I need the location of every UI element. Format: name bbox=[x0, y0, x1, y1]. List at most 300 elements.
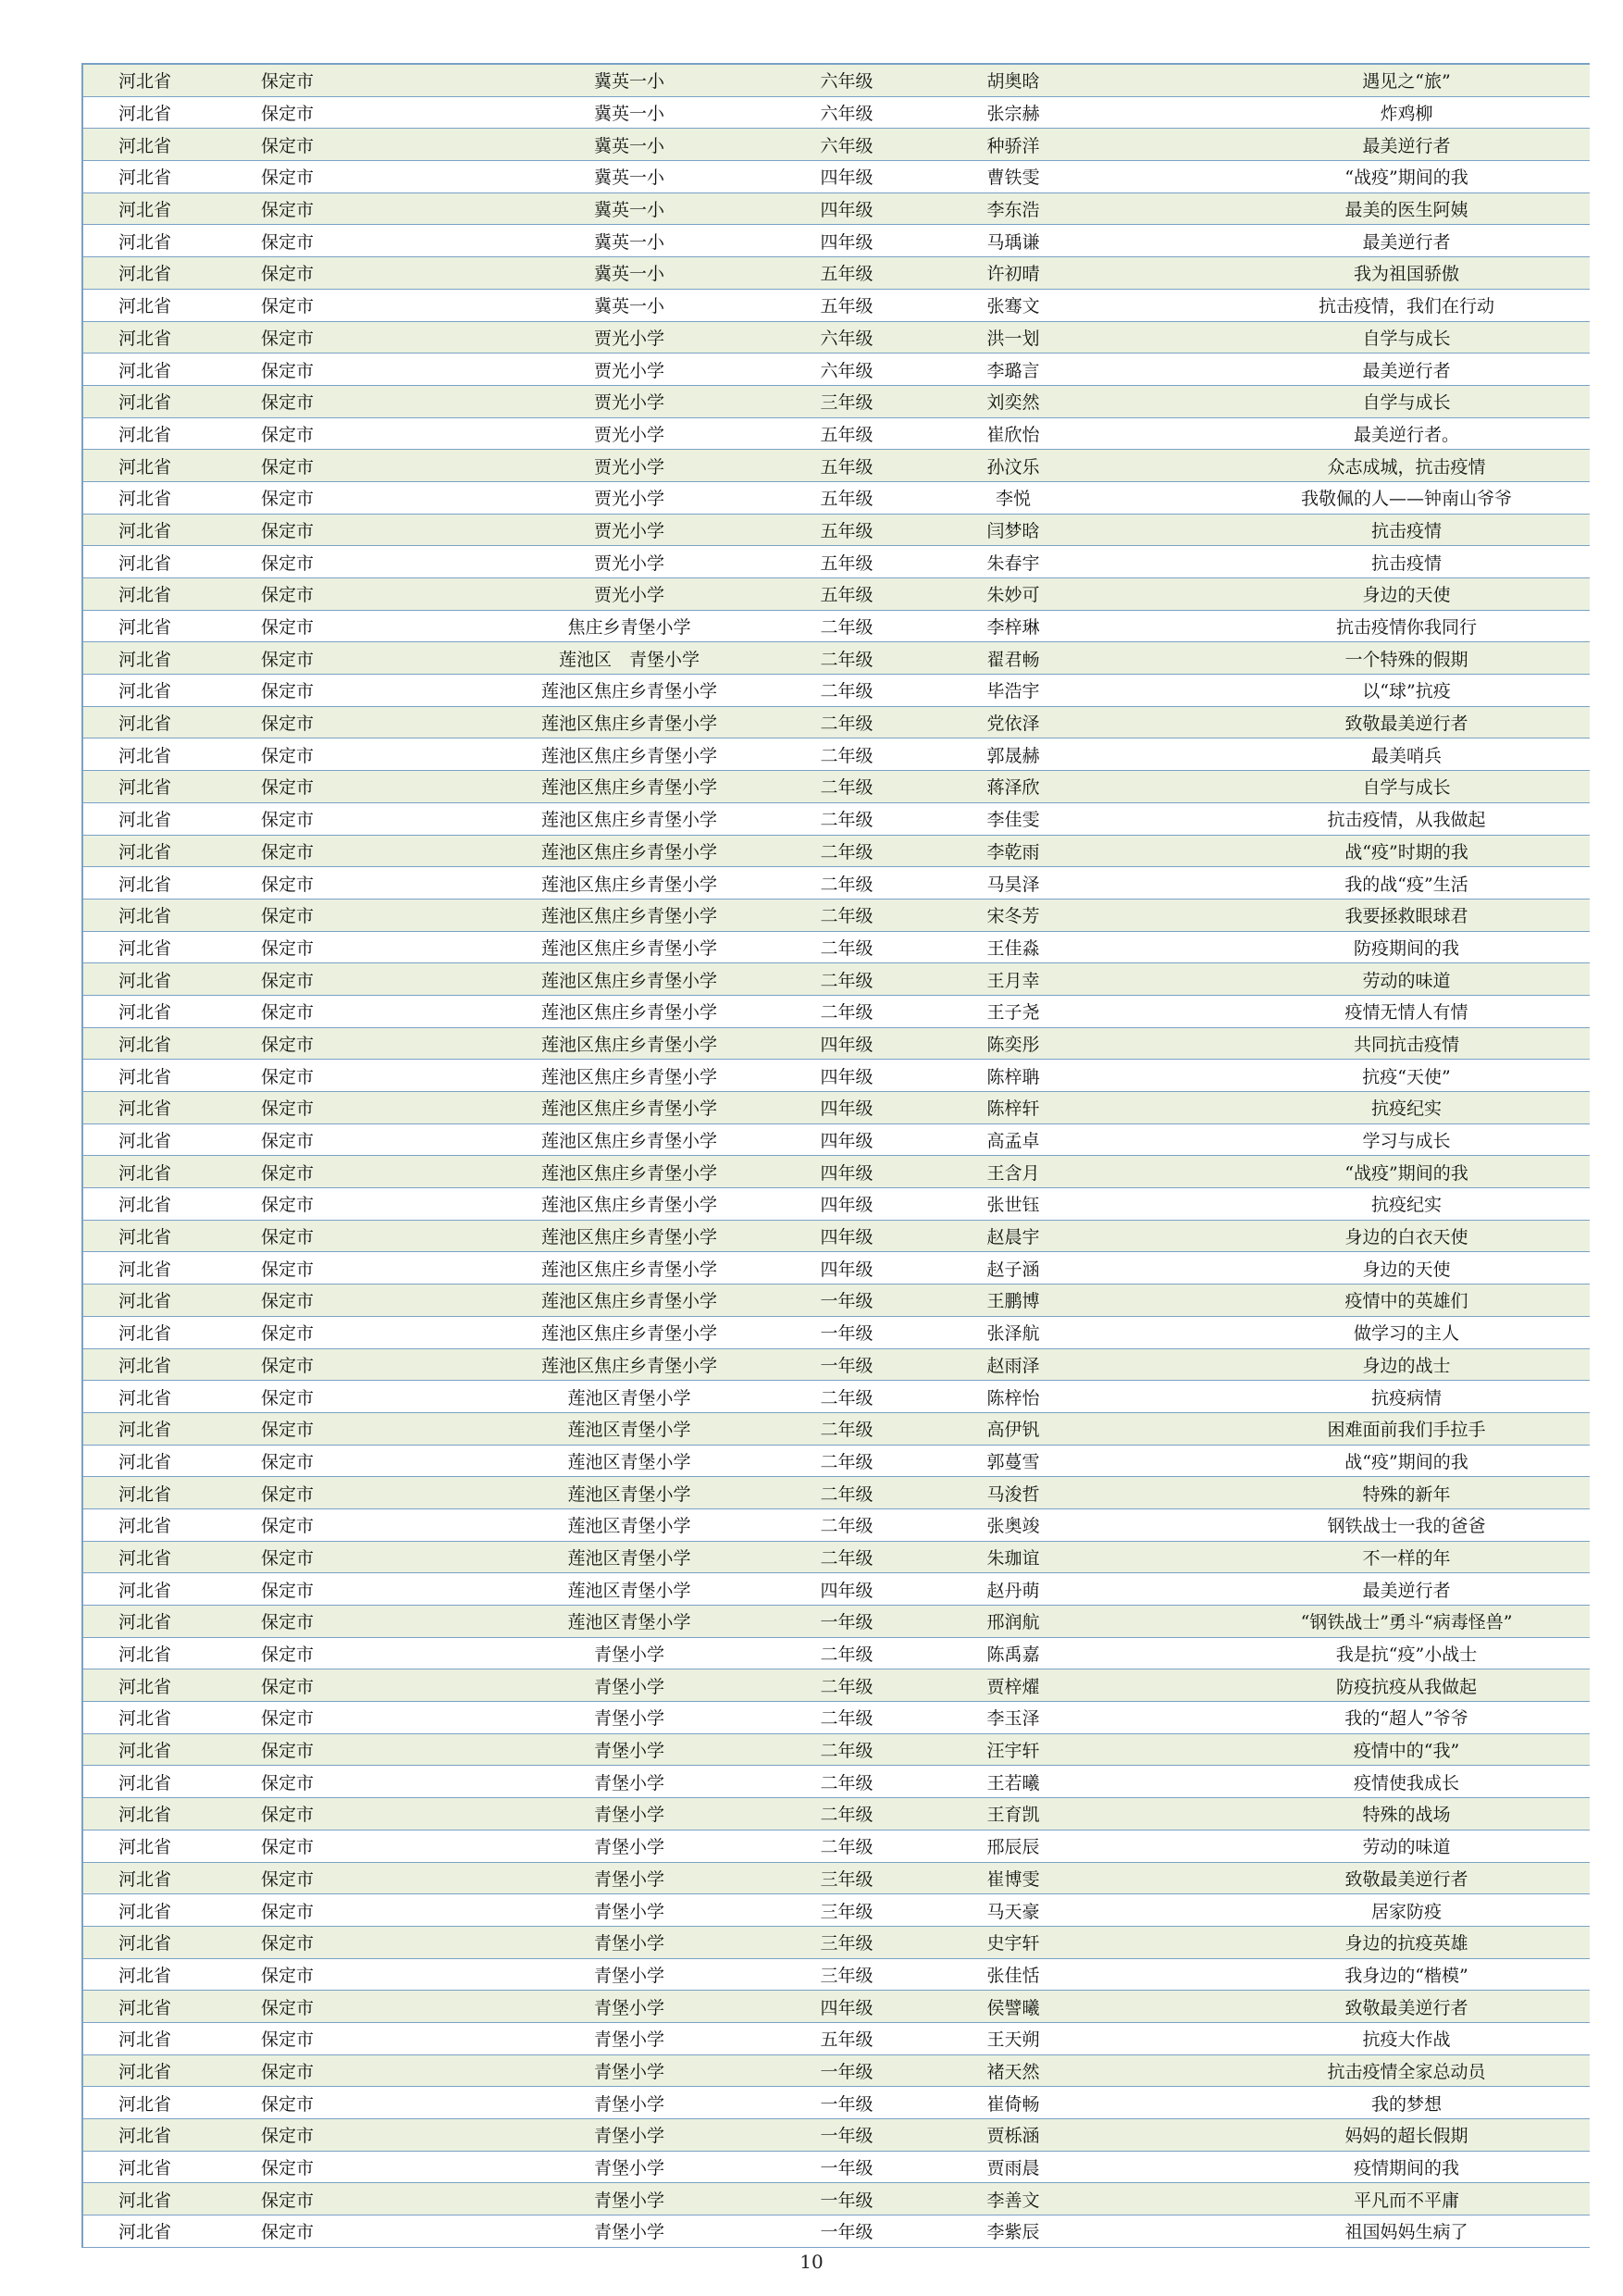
school-cell: 青堡小学 bbox=[593, 1676, 664, 1697]
grade-cell: 二年级 bbox=[820, 841, 873, 863]
table-row bbox=[83, 1124, 1590, 1157]
grade-cell: 二年级 bbox=[820, 1483, 873, 1505]
student-name-cell: 李梓琳 bbox=[986, 617, 1040, 639]
school-cell: 冀英一小 bbox=[593, 200, 664, 221]
table-row bbox=[83, 1959, 1590, 1992]
school-cell: 焦庄乡青堡小学 bbox=[567, 617, 691, 639]
school-cell: 莲池区焦庄乡青堡小学 bbox=[540, 714, 717, 735]
essay-title-cell: 妈妈的超长假期 bbox=[1344, 2126, 1468, 2147]
school-cell: 冀英一小 bbox=[593, 168, 664, 189]
student-name-cell: 马天豪 bbox=[986, 1901, 1040, 1922]
student-name-cell: 孙汶乐 bbox=[986, 456, 1040, 478]
student-name-cell: 史宇轩 bbox=[986, 1933, 1040, 1955]
student-name-cell: 崔欣怡 bbox=[986, 424, 1040, 445]
table-row bbox=[83, 1381, 1590, 1413]
essay-title-cell: 我为祖国骄傲 bbox=[1353, 264, 1459, 285]
student-name-cell: 王月幸 bbox=[986, 970, 1040, 991]
grade-cell: 五年级 bbox=[820, 296, 873, 317]
school-cell: 莲池区焦庄乡青堡小学 bbox=[540, 1195, 717, 1216]
essay-title-cell: 战“疫”期间的我 bbox=[1344, 1451, 1468, 1472]
school-cell: 莲池区青堡小学 bbox=[567, 1612, 691, 1633]
city-cell: 保定市 bbox=[261, 2222, 315, 2243]
student-name-cell: 王育凯 bbox=[986, 1805, 1040, 1826]
school-cell: 青堡小学 bbox=[593, 1901, 664, 1922]
grade-cell: 四年级 bbox=[820, 1195, 873, 1216]
table-row bbox=[83, 1060, 1590, 1092]
table-row bbox=[83, 386, 1590, 418]
province-cell: 河北省 bbox=[118, 1837, 172, 1858]
table-row bbox=[83, 2183, 1590, 2215]
school-cell: 莲池区青堡小学 bbox=[567, 1483, 691, 1505]
essay-title-cell: 我敬佩的人——钟南山爷爷 bbox=[1300, 489, 1512, 510]
province-cell: 河北省 bbox=[118, 1612, 172, 1633]
city-cell: 保定市 bbox=[261, 2061, 315, 2082]
table-row bbox=[83, 1092, 1590, 1124]
city-cell: 保定市 bbox=[261, 2190, 315, 2211]
student-name-cell: 李善文 bbox=[986, 2190, 1040, 2211]
province-cell: 河北省 bbox=[118, 1644, 172, 1666]
essay-title-cell: 抗疫大作战 bbox=[1362, 2029, 1451, 2051]
province-cell: 河北省 bbox=[118, 1997, 172, 2018]
student-name-cell: 宋冬芳 bbox=[986, 906, 1040, 927]
table-row bbox=[83, 1669, 1590, 1702]
province-cell: 河北省 bbox=[118, 1034, 172, 1055]
grade-cell: 四年级 bbox=[820, 1162, 873, 1184]
school-cell: 莲池区青堡小学 bbox=[567, 1547, 691, 1569]
school-cell: 冀英一小 bbox=[593, 296, 664, 317]
table-row bbox=[83, 642, 1590, 675]
essay-title-cell: 身边的天使 bbox=[1362, 1259, 1451, 1280]
grade-cell: 五年级 bbox=[820, 424, 873, 445]
student-name-cell: 张佳恬 bbox=[986, 1965, 1040, 1986]
essay-title-cell: 我的“超人”爷爷 bbox=[1344, 1708, 1468, 1730]
school-cell: 青堡小学 bbox=[593, 2222, 664, 2243]
province-cell: 河北省 bbox=[118, 135, 172, 156]
city-cell: 保定市 bbox=[261, 1387, 315, 1409]
province-cell: 河北省 bbox=[118, 649, 172, 670]
province-cell: 河北省 bbox=[118, 810, 172, 831]
student-name-cell: 李佳雯 bbox=[986, 810, 1040, 831]
student-name-cell: 王子尧 bbox=[986, 1002, 1040, 1024]
school-cell: 青堡小学 bbox=[593, 1868, 664, 1890]
essay-title-cell: 困难面前我们手拉手 bbox=[1327, 1420, 1486, 1441]
table-row bbox=[83, 996, 1590, 1028]
award-table bbox=[81, 63, 1590, 2248]
school-cell: 莲池区青堡小学 bbox=[567, 1580, 691, 1601]
grade-cell: 二年级 bbox=[820, 1547, 873, 1569]
essay-title-cell: 疫情中的“我” bbox=[1353, 1741, 1460, 1762]
essay-title-cell: “钢铁战士”勇斗“病毒怪兽” bbox=[1300, 1612, 1513, 1633]
city-cell: 保定市 bbox=[261, 392, 315, 414]
school-cell: 莲池区焦庄乡青堡小学 bbox=[540, 1066, 717, 1087]
grade-cell: 三年级 bbox=[820, 1901, 873, 1922]
province-cell: 河北省 bbox=[118, 1195, 172, 1216]
school-cell: 青堡小学 bbox=[593, 1708, 664, 1730]
essay-title-cell: 自学与成长 bbox=[1362, 777, 1451, 799]
province-cell: 河北省 bbox=[118, 1162, 172, 1184]
city-cell: 保定市 bbox=[261, 1355, 315, 1376]
province-cell: 河北省 bbox=[118, 104, 172, 125]
province-cell: 河北省 bbox=[118, 1002, 172, 1024]
grade-cell: 一年级 bbox=[820, 1612, 873, 1633]
grade-cell: 二年级 bbox=[820, 777, 873, 799]
city-cell: 保定市 bbox=[261, 649, 315, 670]
page-number: 10 bbox=[799, 2251, 824, 2273]
school-cell: 莲池区焦庄乡青堡小学 bbox=[540, 1323, 717, 1345]
grade-cell: 四年级 bbox=[820, 1259, 873, 1280]
table-row bbox=[83, 675, 1590, 707]
province-cell: 河北省 bbox=[118, 2126, 172, 2147]
city-cell: 保定市 bbox=[261, 1708, 315, 1730]
table-row bbox=[83, 578, 1590, 611]
province-cell: 河北省 bbox=[118, 552, 172, 574]
student-name-cell: 李玉泽 bbox=[986, 1708, 1040, 1730]
essay-title-cell: 抗疫“天使” bbox=[1362, 1066, 1451, 1087]
city-cell: 保定市 bbox=[261, 874, 315, 895]
city-cell: 保定市 bbox=[261, 1066, 315, 1087]
school-cell: 莲池区焦庄乡青堡小学 bbox=[540, 937, 717, 959]
student-name-cell: 王含月 bbox=[986, 1162, 1040, 1184]
grade-cell: 二年级 bbox=[820, 617, 873, 639]
province-cell: 河北省 bbox=[118, 1741, 172, 1762]
province-cell: 河北省 bbox=[118, 520, 172, 541]
school-cell: 青堡小学 bbox=[593, 2126, 664, 2147]
table-row bbox=[83, 257, 1590, 290]
essay-title-cell: 劳动的味道 bbox=[1362, 970, 1451, 991]
table-row bbox=[83, 1702, 1590, 1734]
student-name-cell: 汪宇轩 bbox=[986, 1741, 1040, 1762]
grade-cell: 四年级 bbox=[820, 1098, 873, 1120]
province-cell: 河北省 bbox=[118, 1676, 172, 1697]
table-row bbox=[83, 1638, 1590, 1670]
student-name-cell: 高伊钒 bbox=[986, 1420, 1040, 1441]
student-name-cell: 党依泽 bbox=[986, 714, 1040, 735]
city-cell: 保定市 bbox=[261, 617, 315, 639]
table-row bbox=[83, 482, 1590, 515]
grade-cell: 二年级 bbox=[820, 937, 873, 959]
school-cell: 莲池区焦庄乡青堡小学 bbox=[540, 1131, 717, 1152]
table-row bbox=[83, 1798, 1590, 1831]
city-cell: 保定市 bbox=[261, 520, 315, 541]
city-cell: 保定市 bbox=[261, 745, 315, 766]
student-name-cell: 李东浩 bbox=[986, 200, 1040, 221]
school-cell: 冀英一小 bbox=[593, 104, 664, 125]
province-cell: 河北省 bbox=[118, 296, 172, 317]
city-cell: 保定市 bbox=[261, 2093, 315, 2115]
essay-title-cell: 平凡而不平庸 bbox=[1353, 2190, 1459, 2211]
city-cell: 保定市 bbox=[261, 489, 315, 510]
school-cell: 青堡小学 bbox=[593, 1837, 664, 1858]
school-cell: 青堡小学 bbox=[593, 2029, 664, 2051]
student-name-cell: 刘奕然 bbox=[986, 392, 1040, 414]
grade-cell: 五年级 bbox=[820, 489, 873, 510]
table-row bbox=[83, 1863, 1590, 1895]
essay-title-cell: 疫情中的英雄们 bbox=[1344, 1291, 1468, 1312]
school-cell: 莲池区焦庄乡青堡小学 bbox=[540, 1162, 717, 1184]
student-name-cell: 郭蔓雪 bbox=[986, 1451, 1040, 1472]
essay-title-cell: 劳动的味道 bbox=[1362, 1837, 1451, 1858]
province-cell: 河北省 bbox=[118, 841, 172, 863]
table-row bbox=[83, 1156, 1590, 1188]
table-row bbox=[83, 867, 1590, 900]
province-cell: 河北省 bbox=[118, 2190, 172, 2211]
essay-title-cell: 最美哨兵 bbox=[1370, 745, 1442, 766]
city-cell: 保定市 bbox=[261, 264, 315, 285]
city-cell: 保定市 bbox=[261, 970, 315, 991]
city-cell: 保定市 bbox=[261, 231, 315, 253]
school-cell: 冀英一小 bbox=[593, 231, 664, 253]
essay-title-cell: 以“球”抗疫 bbox=[1362, 681, 1451, 702]
province-cell: 河北省 bbox=[118, 231, 172, 253]
province-cell: 河北省 bbox=[118, 2222, 172, 2243]
grade-cell: 二年级 bbox=[820, 1772, 873, 1793]
grade-cell: 五年级 bbox=[820, 264, 873, 285]
school-cell: 贾光小学 bbox=[593, 552, 664, 574]
city-cell: 保定市 bbox=[261, 552, 315, 574]
table-row bbox=[83, 611, 1590, 643]
student-name-cell: 张奥竣 bbox=[986, 1516, 1040, 1537]
grade-cell: 二年级 bbox=[820, 1644, 873, 1666]
essay-title-cell: 特殊的新年 bbox=[1362, 1483, 1451, 1505]
essay-title-cell: 疫情期间的我 bbox=[1353, 2158, 1459, 2179]
essay-title-cell: 最美逆行者 bbox=[1362, 135, 1451, 156]
table-row bbox=[83, 1927, 1590, 1959]
city-cell: 保定市 bbox=[261, 456, 315, 478]
grade-cell: 六年级 bbox=[820, 328, 873, 349]
city-cell: 保定市 bbox=[261, 1483, 315, 1505]
essay-title-cell: “战疫”期间的我 bbox=[1344, 168, 1468, 189]
essay-title-cell: 最美的医生阿姨 bbox=[1344, 200, 1468, 221]
city-cell: 保定市 bbox=[261, 424, 315, 445]
city-cell: 保定市 bbox=[261, 714, 315, 735]
essay-title-cell: 钢铁战士一我的爸爸 bbox=[1327, 1516, 1486, 1537]
essay-title-cell: 做学习的主人 bbox=[1353, 1323, 1459, 1345]
province-cell: 河北省 bbox=[118, 1355, 172, 1376]
student-name-cell: 胡奥晗 bbox=[986, 71, 1040, 93]
province-cell: 河北省 bbox=[118, 168, 172, 189]
city-cell: 保定市 bbox=[261, 1741, 315, 1762]
grade-cell: 四年级 bbox=[820, 168, 873, 189]
city-cell: 保定市 bbox=[261, 1805, 315, 1826]
school-cell: 莲池区焦庄乡青堡小学 bbox=[540, 1034, 717, 1055]
table-row bbox=[83, 1477, 1590, 1509]
table-row bbox=[83, 1285, 1590, 1317]
school-cell: 莲池区焦庄乡青堡小学 bbox=[540, 1098, 717, 1120]
school-cell: 贾光小学 bbox=[593, 360, 664, 381]
student-name-cell: 陈奕彤 bbox=[986, 1034, 1040, 1055]
essay-title-cell: 防疫抗疫从我做起 bbox=[1335, 1676, 1477, 1697]
table-row bbox=[83, 738, 1590, 771]
table-row bbox=[83, 1252, 1590, 1285]
table-row bbox=[83, 2215, 1590, 2248]
province-cell: 河北省 bbox=[118, 1708, 172, 1730]
table-row bbox=[83, 1573, 1590, 1606]
essay-title-cell: 身边的白衣天使 bbox=[1344, 1227, 1468, 1248]
table-row bbox=[83, 1831, 1590, 1863]
school-cell: 冀英一小 bbox=[593, 71, 664, 93]
student-name-cell: 张世钰 bbox=[986, 1195, 1040, 1216]
city-cell: 保定市 bbox=[261, 1965, 315, 1986]
student-name-cell: 陈梓轩 bbox=[986, 1098, 1040, 1120]
city-cell: 保定市 bbox=[261, 1676, 315, 1697]
city-cell: 保定市 bbox=[261, 296, 315, 317]
province-cell: 河北省 bbox=[118, 1965, 172, 1986]
grade-cell: 六年级 bbox=[820, 135, 873, 156]
table-row bbox=[83, 1188, 1590, 1221]
table-row bbox=[83, 836, 1590, 868]
table-row bbox=[83, 1734, 1590, 1767]
grade-cell: 二年级 bbox=[820, 714, 873, 735]
grade-cell: 三年级 bbox=[820, 1868, 873, 1890]
grade-cell: 四年级 bbox=[820, 1997, 873, 2018]
province-cell: 河北省 bbox=[118, 1516, 172, 1537]
table-row bbox=[83, 1317, 1590, 1349]
grade-cell: 一年级 bbox=[820, 2126, 873, 2147]
city-cell: 保定市 bbox=[261, 585, 315, 606]
city-cell: 保定市 bbox=[261, 681, 315, 702]
table-row bbox=[83, 97, 1590, 130]
school-cell: 莲池区焦庄乡青堡小学 bbox=[540, 841, 717, 863]
essay-title-cell: 最美逆行者。 bbox=[1353, 424, 1459, 445]
grade-cell: 二年级 bbox=[820, 649, 873, 670]
student-name-cell: 许初晴 bbox=[986, 264, 1040, 285]
essay-title-cell: 抗击疫情 bbox=[1370, 552, 1442, 574]
student-name-cell: 王佳淼 bbox=[986, 937, 1040, 959]
grade-cell: 二年级 bbox=[820, 1805, 873, 1826]
table-row bbox=[83, 2119, 1590, 2152]
grade-cell: 一年级 bbox=[820, 1291, 873, 1312]
student-name-cell: 李璐言 bbox=[986, 360, 1040, 381]
province-cell: 河北省 bbox=[118, 1451, 172, 1472]
grade-cell: 二年级 bbox=[820, 1420, 873, 1441]
grade-cell: 二年级 bbox=[820, 681, 873, 702]
student-name-cell: 王若曦 bbox=[986, 1772, 1040, 1793]
table-row bbox=[83, 193, 1590, 226]
student-name-cell: 种骄洋 bbox=[986, 135, 1040, 156]
grade-cell: 一年级 bbox=[820, 2190, 873, 2211]
student-name-cell: 贾栎涵 bbox=[986, 2126, 1040, 2147]
province-cell: 河北省 bbox=[118, 585, 172, 606]
grade-cell: 二年级 bbox=[820, 1708, 873, 1730]
essay-title-cell: 我身边的“楷模” bbox=[1344, 1965, 1468, 1986]
table-row bbox=[83, 1894, 1590, 1927]
school-cell: 莲池区焦庄乡青堡小学 bbox=[540, 810, 717, 831]
grade-cell: 二年级 bbox=[820, 1002, 873, 1024]
school-cell: 青堡小学 bbox=[593, 1772, 664, 1793]
student-name-cell: 陈梓怡 bbox=[986, 1387, 1040, 1409]
essay-title-cell: 抗击疫情全家总动员 bbox=[1327, 2061, 1486, 2082]
essay-title-cell: 疫情使我成长 bbox=[1353, 1772, 1459, 1793]
school-cell: 青堡小学 bbox=[593, 2093, 664, 2115]
grade-cell: 一年级 bbox=[820, 2222, 873, 2243]
table-row bbox=[83, 322, 1590, 354]
student-name-cell: 陈梓聃 bbox=[986, 1066, 1040, 1087]
grade-cell: 四年级 bbox=[820, 200, 873, 221]
school-cell: 贾光小学 bbox=[593, 585, 664, 606]
city-cell: 保定市 bbox=[261, 2158, 315, 2179]
grade-cell: 一年级 bbox=[820, 1355, 873, 1376]
essay-title-cell: 我的梦想 bbox=[1370, 2093, 1442, 2115]
essay-title-cell: 特殊的战场 bbox=[1362, 1805, 1451, 1826]
table-row bbox=[83, 2087, 1590, 2119]
city-cell: 保定市 bbox=[261, 2126, 315, 2147]
school-cell: 莲池区焦庄乡青堡小学 bbox=[540, 1227, 717, 1248]
grade-cell: 五年级 bbox=[820, 552, 873, 574]
school-cell: 莲池区焦庄乡青堡小学 bbox=[540, 745, 717, 766]
province-cell: 河北省 bbox=[118, 1131, 172, 1152]
province-cell: 河北省 bbox=[118, 2061, 172, 2082]
city-cell: 保定市 bbox=[261, 777, 315, 799]
grade-cell: 四年级 bbox=[820, 1227, 873, 1248]
city-cell: 保定市 bbox=[261, 360, 315, 381]
student-name-cell: 贾雨晨 bbox=[986, 2158, 1040, 2179]
school-cell: 莲池区青堡小学 bbox=[567, 1451, 691, 1472]
student-name-cell: 赵子涵 bbox=[986, 1259, 1040, 1280]
table-row bbox=[83, 900, 1590, 932]
city-cell: 保定市 bbox=[261, 1259, 315, 1280]
table-row bbox=[83, 1509, 1590, 1542]
grade-cell: 二年级 bbox=[820, 874, 873, 895]
student-name-cell: 褚天然 bbox=[986, 2061, 1040, 2082]
student-name-cell: 毕浩宇 bbox=[986, 681, 1040, 702]
table-row bbox=[83, 707, 1590, 739]
essay-title-cell: 抗疫纪实 bbox=[1370, 1098, 1442, 1120]
student-name-cell: 崔博雯 bbox=[986, 1868, 1040, 1890]
province-cell: 河北省 bbox=[118, 617, 172, 639]
student-name-cell: 王天朔 bbox=[986, 2029, 1040, 2051]
student-name-cell: 赵雨泽 bbox=[986, 1355, 1040, 1376]
essay-title-cell: 抗疫纪实 bbox=[1370, 1195, 1442, 1216]
province-cell: 河北省 bbox=[118, 1483, 172, 1505]
province-cell: 河北省 bbox=[118, 360, 172, 381]
province-cell: 河北省 bbox=[118, 1259, 172, 1280]
school-cell: 莲池区焦庄乡青堡小学 bbox=[540, 1291, 717, 1312]
table-row bbox=[83, 1446, 1590, 1478]
province-cell: 河北省 bbox=[118, 71, 172, 93]
table-row bbox=[83, 65, 1590, 97]
school-cell: 青堡小学 bbox=[593, 1741, 664, 1762]
school-cell: 青堡小学 bbox=[593, 1965, 664, 1986]
grade-cell: 二年级 bbox=[820, 810, 873, 831]
table-row bbox=[83, 290, 1590, 322]
province-cell: 河北省 bbox=[118, 1547, 172, 1569]
essay-title-cell: 防疫期间的我 bbox=[1353, 937, 1459, 959]
grade-cell: 四年级 bbox=[820, 1034, 873, 1055]
table-row bbox=[83, 1221, 1590, 1253]
province-cell: 河北省 bbox=[118, 970, 172, 991]
city-cell: 保定市 bbox=[261, 71, 315, 93]
city-cell: 保定市 bbox=[261, 1933, 315, 1955]
school-cell: 贾光小学 bbox=[593, 520, 664, 541]
essay-title-cell: 自学与成长 bbox=[1362, 328, 1451, 349]
grade-cell: 三年级 bbox=[820, 1965, 873, 1986]
student-name-cell: 李紫辰 bbox=[986, 2222, 1040, 2243]
student-name-cell: 高孟卓 bbox=[986, 1131, 1040, 1152]
table-row bbox=[83, 2023, 1590, 2055]
grade-cell: 一年级 bbox=[820, 2158, 873, 2179]
province-cell: 河北省 bbox=[118, 456, 172, 478]
school-cell: 贾光小学 bbox=[593, 392, 664, 414]
table-row bbox=[83, 1028, 1590, 1061]
city-cell: 保定市 bbox=[261, 200, 315, 221]
table-row bbox=[83, 963, 1590, 996]
grade-cell: 五年级 bbox=[820, 2029, 873, 2051]
student-name-cell: 朱珈谊 bbox=[986, 1547, 1040, 1569]
school-cell: 贾光小学 bbox=[593, 424, 664, 445]
student-name-cell: 郭晟赫 bbox=[986, 745, 1040, 766]
student-name-cell: 邢润航 bbox=[986, 1612, 1040, 1633]
school-cell: 冀英一小 bbox=[593, 135, 664, 156]
